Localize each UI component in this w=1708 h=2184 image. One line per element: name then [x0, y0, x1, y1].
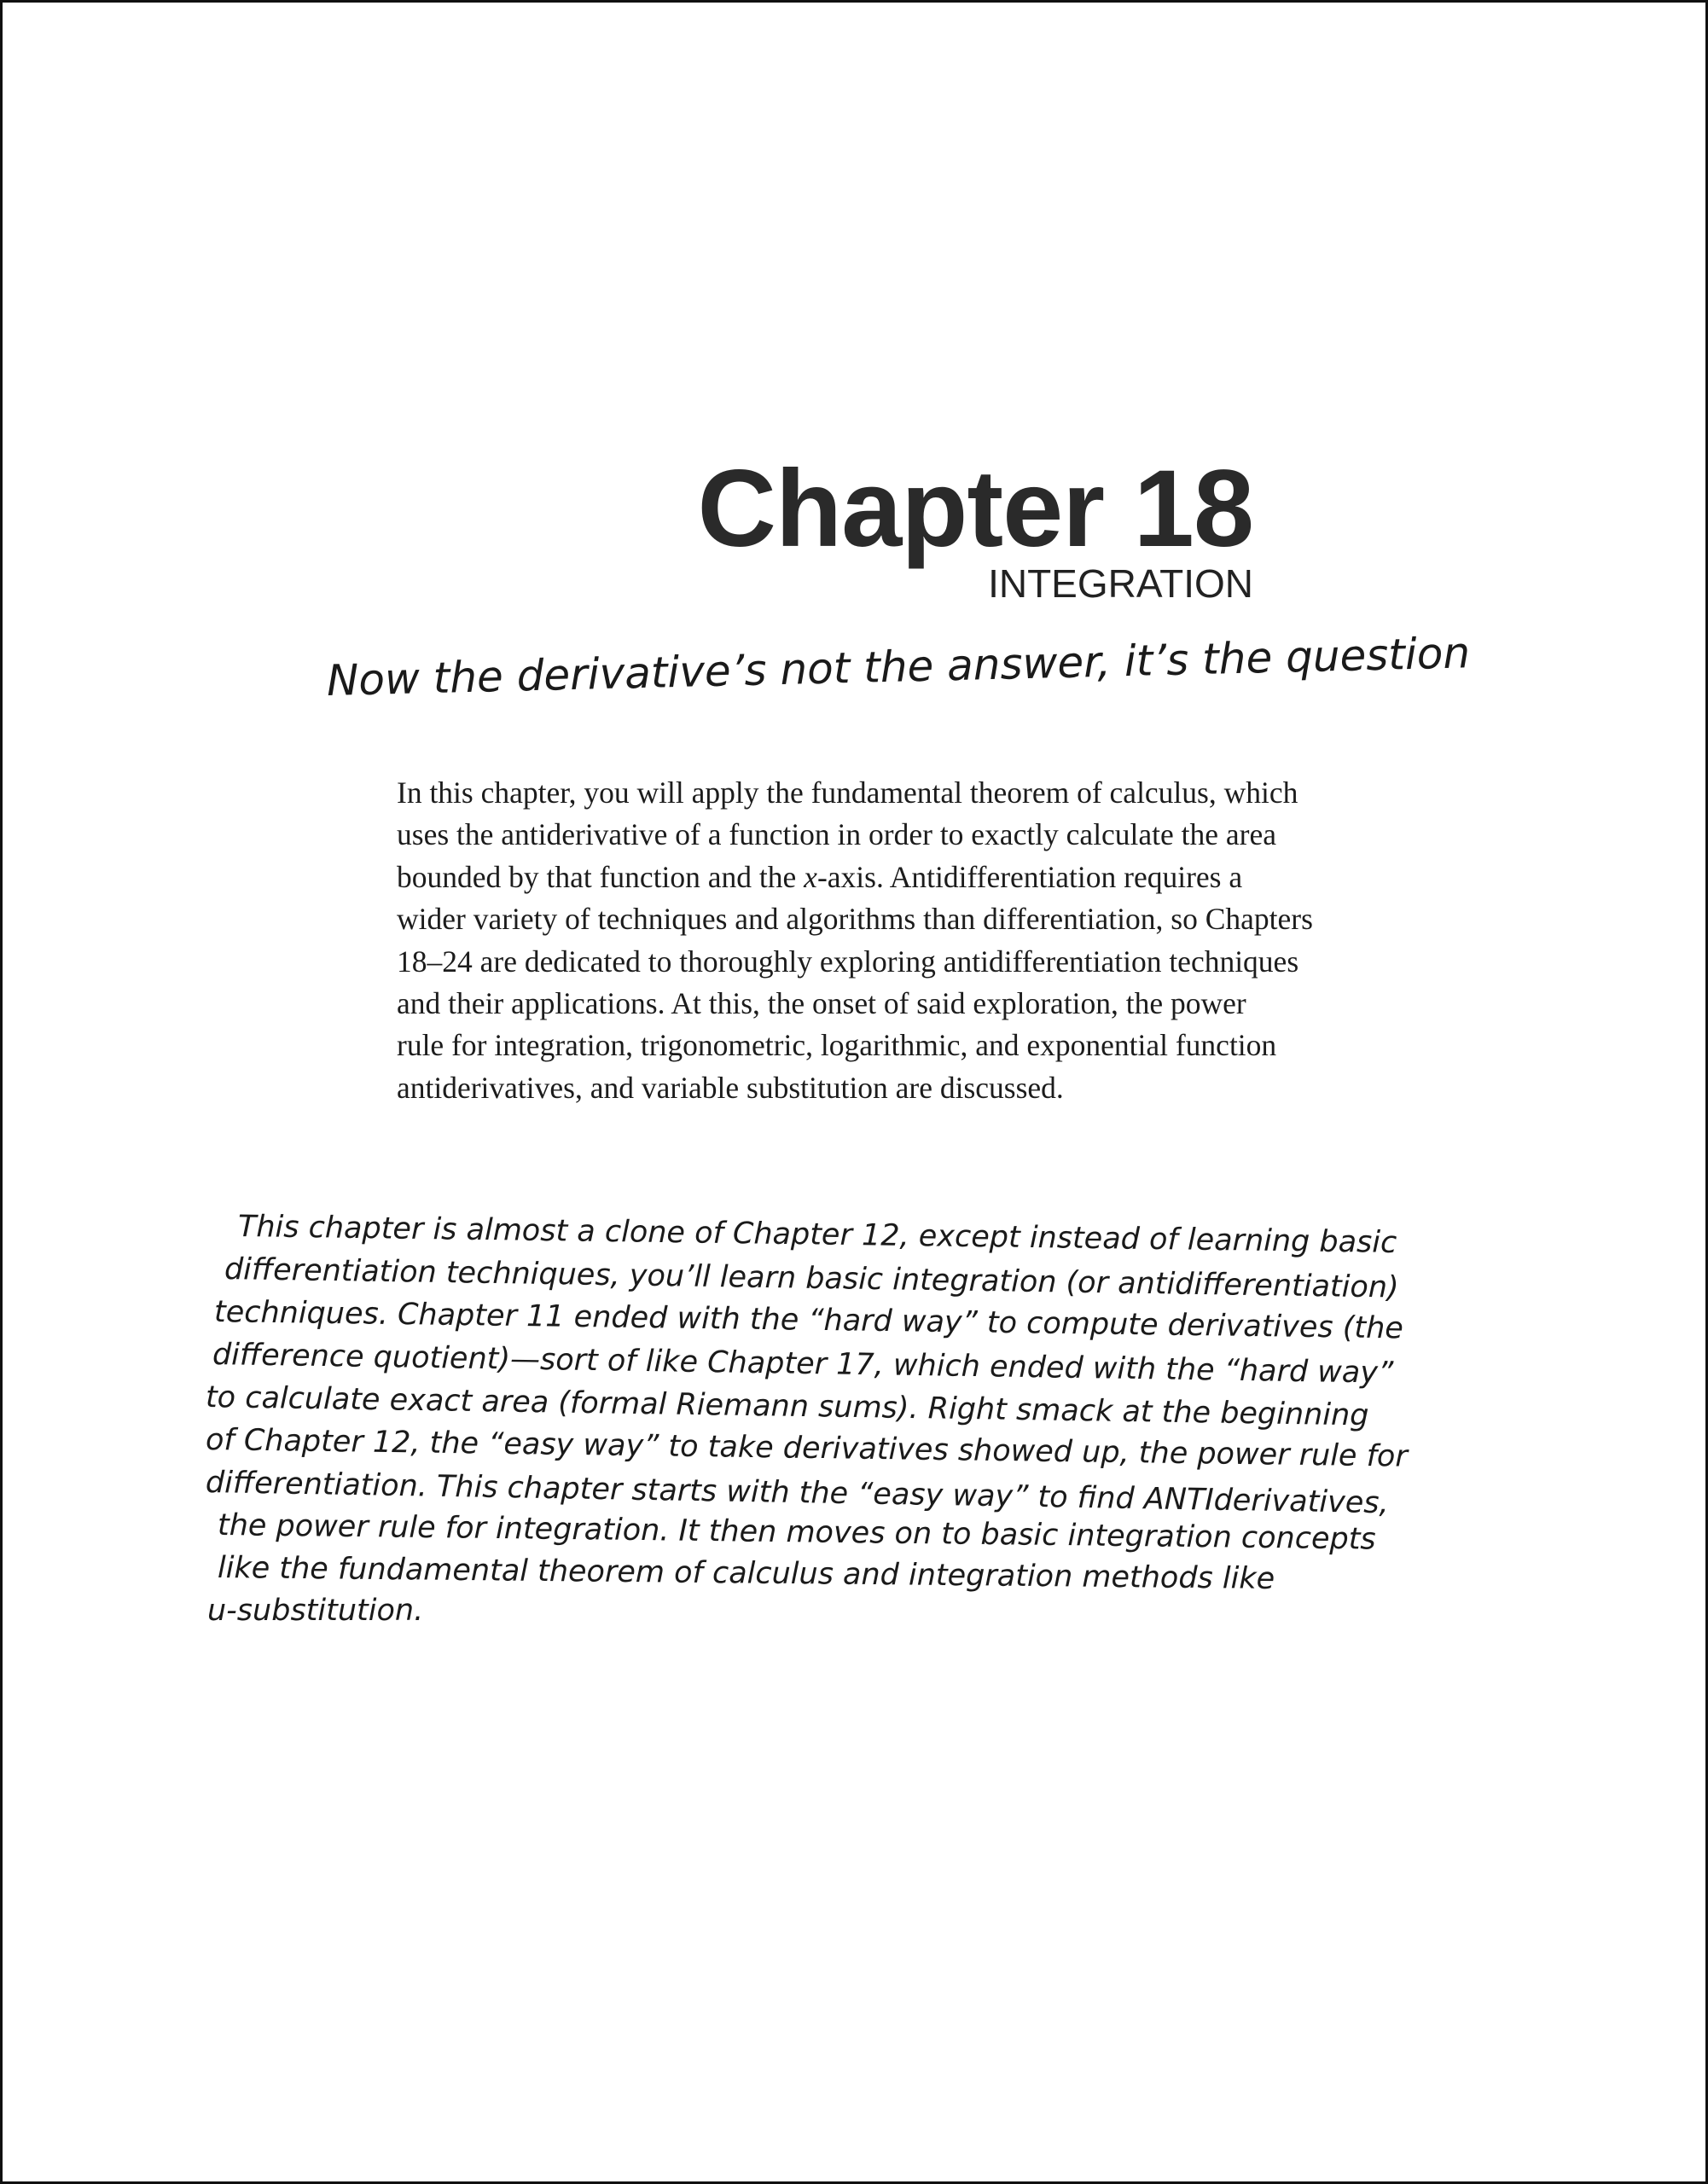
intro-line: In this chapter, you will apply the fundamental theorem of calculus, which — [397, 775, 1298, 810]
intro-line: wider variety of techniques and algorithms than differentiation, so Chapters — [397, 902, 1313, 937]
intro-paragraph — [397, 772, 1473, 1109]
note-line: to calculate exact area (formal Riemann sums). Right smack at the beginning — [205, 1380, 1369, 1433]
intro-line: uses the antiderivative of a function in order to exactly calculate the area — [397, 817, 1277, 852]
note-line: the power rule for integration. It then moves on to basic integration concepts — [217, 1508, 1376, 1557]
intro-line: bounded by that function and the x-axis. Antidifferentiation requires a — [397, 859, 1243, 894]
note-line: techniques. Chapter 11 ended with the “hard way” to compute derivatives (the — [213, 1295, 1404, 1346]
chapter-title: INTEGRATION — [988, 561, 1253, 606]
note-line: differentiation techniques, you’ll learn basic integration (or antidifferentiation) — [224, 1252, 1399, 1305]
intro-line: and their applications. At this, the onset of said exploration, the power — [397, 986, 1246, 1021]
note-line: u-substitution. — [207, 1594, 424, 1628]
chapter-subtitle: Now the derivative’s not the answer, it’s the question — [326, 628, 1471, 706]
note-line: like the fundamental theorem of calculus and integration methods like — [217, 1551, 1275, 1596]
intro-line: 18–24 are dedicated to thoroughly exploring antidifferentiation techniques — [397, 944, 1299, 979]
note-line: differentiation. This chapter starts with the “easy way” to find ANTIderivatives, — [205, 1466, 1390, 1521]
note-line: This chapter is almost a clone of Chapter 12, except instead of learning basic — [237, 1210, 1397, 1260]
chapter-number: Chapter 18 — [697, 448, 1253, 570]
note-line: difference quotient)—sort of like Chapter 17, which ended with the “hard way” — [212, 1338, 1394, 1391]
intro-line: antiderivatives, and variable substitution are discussed. — [397, 1070, 1064, 1105]
note-line: of Chapter 12, the “easy way” to take derivatives showed up, the power rule for — [205, 1423, 1409, 1474]
handwritten-note — [206, 1205, 1588, 1632]
intro-line: rule for integration, trigonometric, logarithmic, and exponential function — [397, 1028, 1277, 1063]
